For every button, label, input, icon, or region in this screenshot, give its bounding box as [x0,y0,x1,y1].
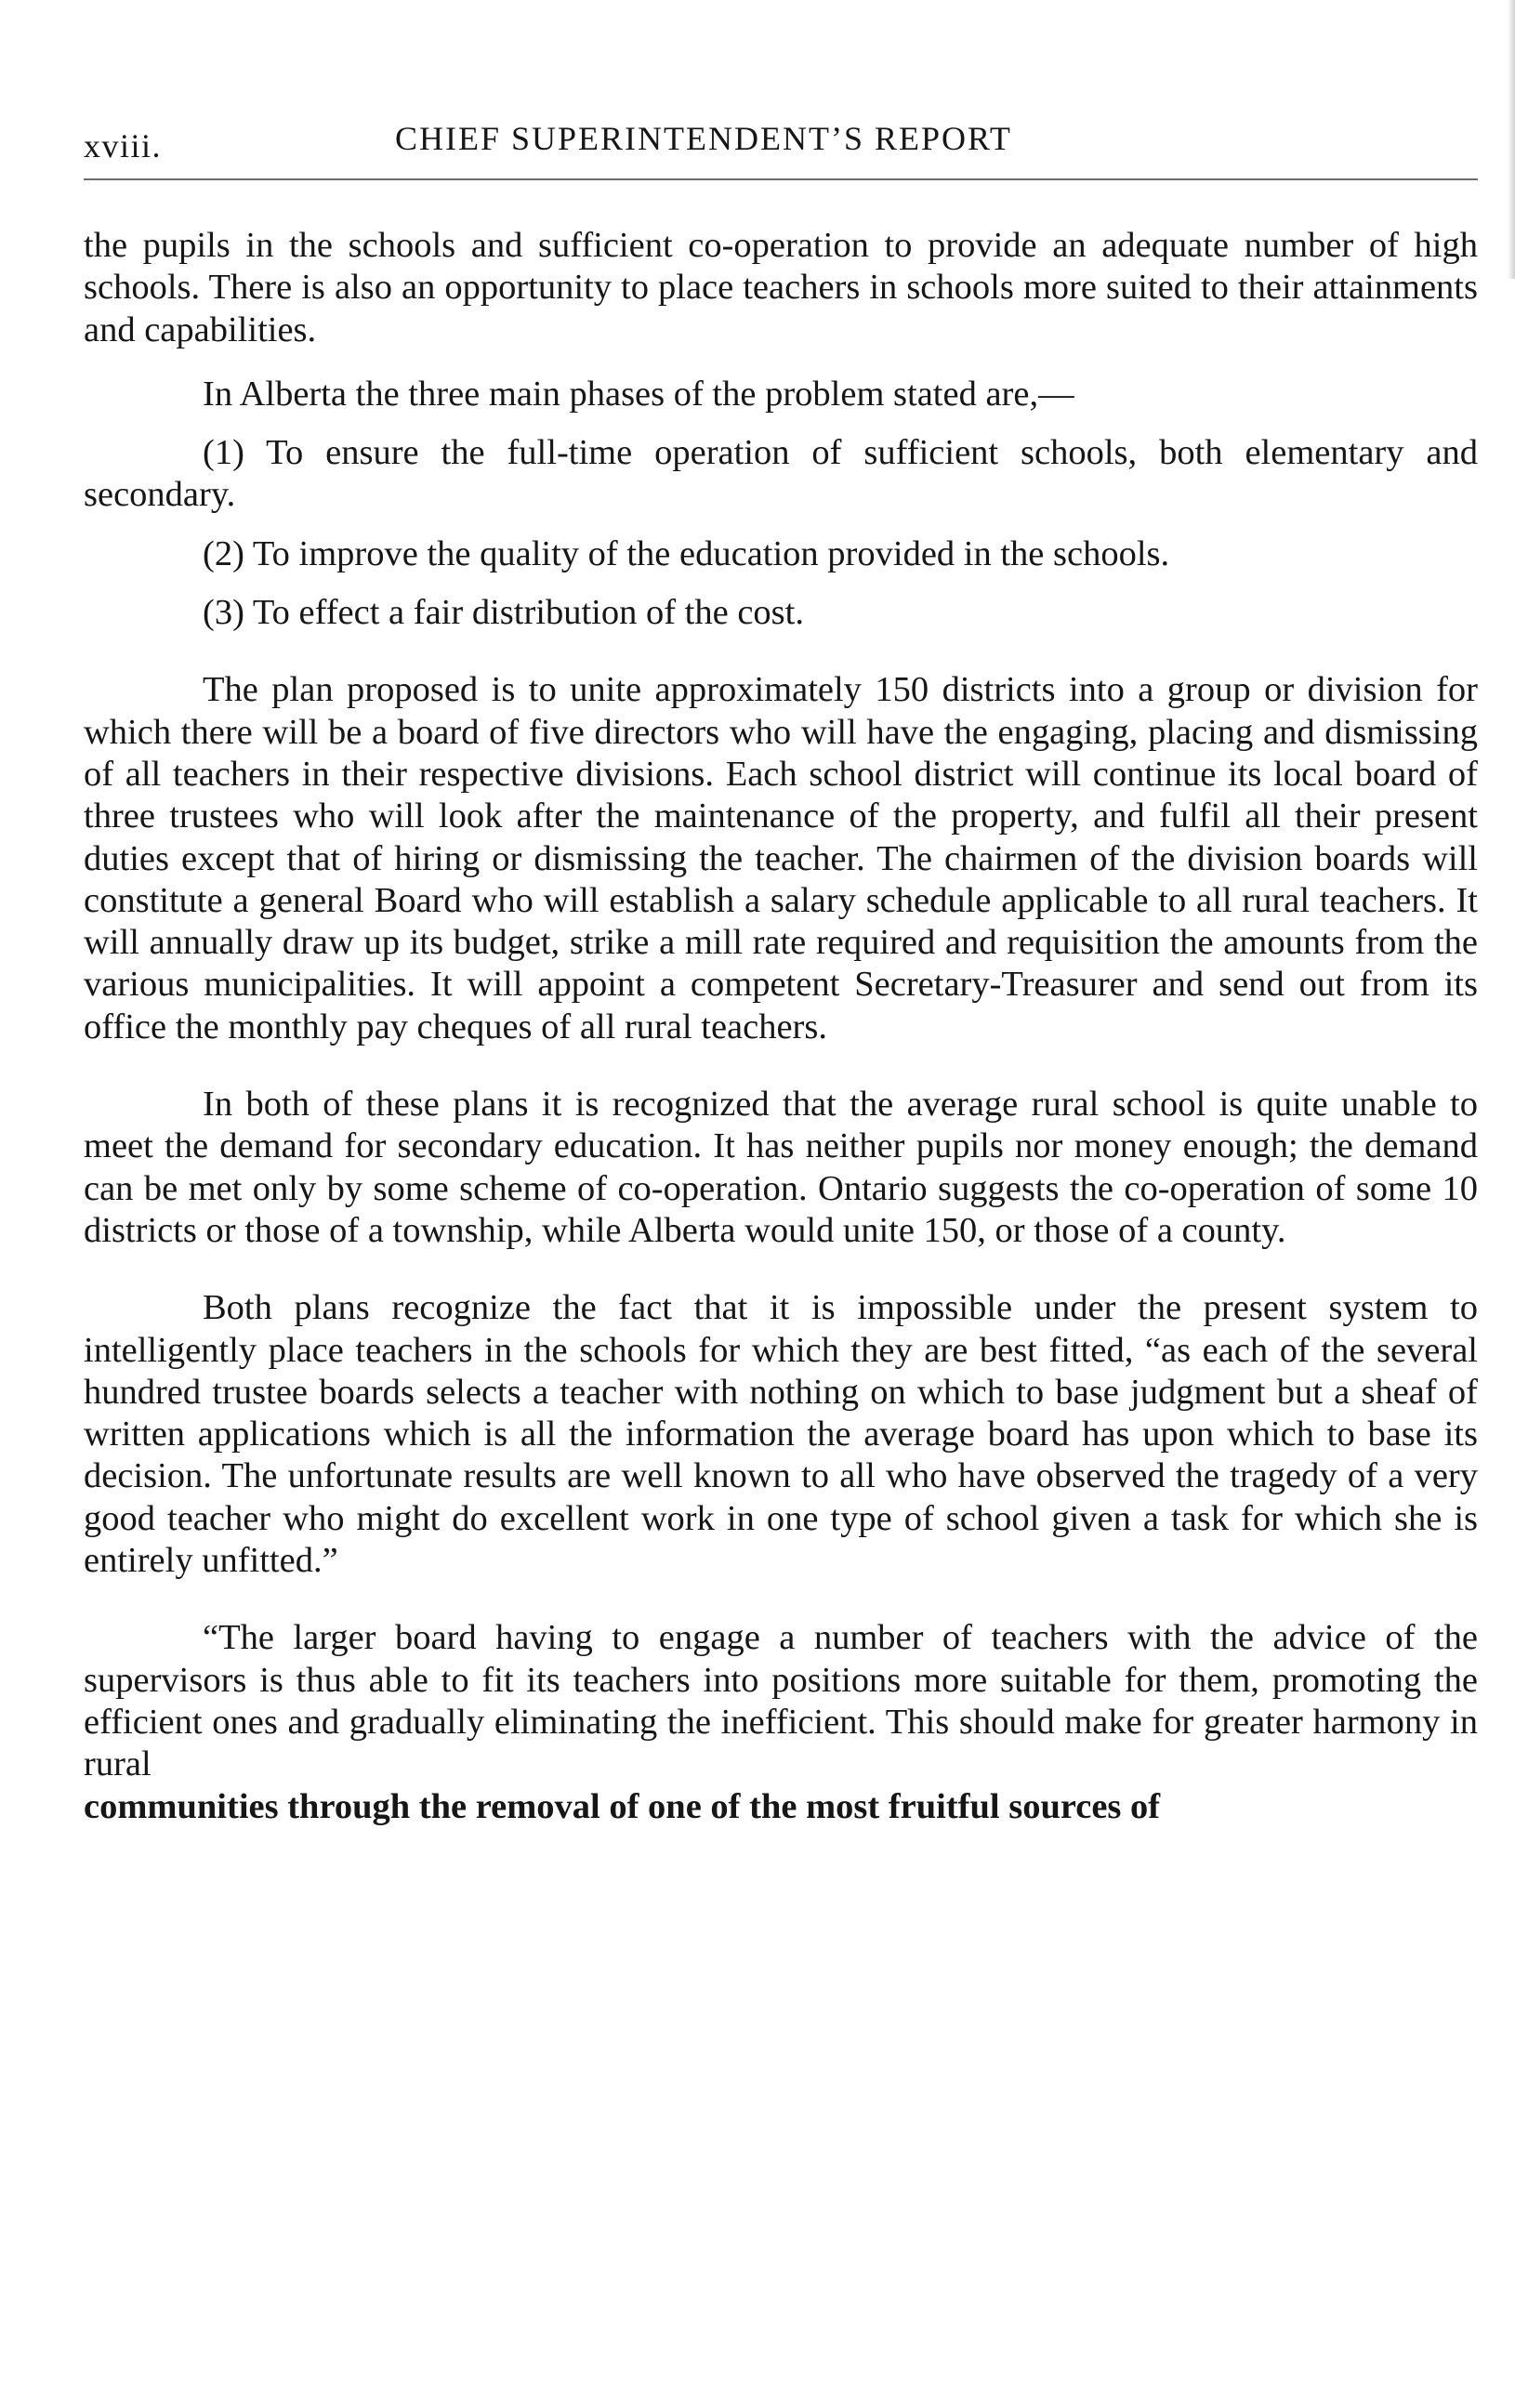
paragraph-phase-1: (1) To ensure the full-time operation of sufficient schools, both elementary and secondary. [84,433,1478,515]
paragraph-final-line: communities through the removal of one of the most fruitful sources of [84,1786,1161,1826]
header-rule [84,178,1478,180]
paragraph-both-plans-secondary: In both of these plans it is recognized that the average rural school is quite unable to meet the demand for secondary education. It has neither pupils nor money enough; the demand can be met only by some scheme of co-operation. Ontario suggests the co-operation of some 10 districts or those of a township, while Alberta would unite 150, or those of a county. [84,1085,1478,1250]
paragraph-continuation: the pupils in the schools and sufficient co-operation to provide an adequate number of high schools. There is also an opportunity to place teachers in schools more suited to their attainments and capabilities. [84,226,1478,349]
paragraph-phases-intro: In Alberta the three main phases of the problem stated are,— [203,374,1074,414]
document-page [84,112,1478,1826]
body-text [84,225,1478,1828]
running-header [84,112,1478,177]
page-edge-shadow [1508,0,1515,279]
paragraph-phase-2: (2) To improve the quality of the education provided in the schools. [203,533,1170,573]
paragraph-plan-proposed: The plan proposed is to unite approximately 150 districts into a group or division for which there will be a board of five directors who will have the engaging, placing and dismissing of all teachers in their respective divisions. Each school district will continue its local board of three trustees who will look after the maintenance of the property, and fulfil all their present duties except that of hiring or dismissing the teacher. The chairmen of the division boards will constitute a general Board who will establish a salary schedule applicable to all rural teachers. It will annually draw up its budget, strike a mill rate required and requisition the amounts from the various municipalities. It will appoint a competent Secretary-Treasurer and send out from its office the monthly pay cheques of all rural teachers. [84,670,1478,1046]
page-title: CHIEF SUPERINTENDENT’S REPORT [395,120,1012,157]
paragraph-phase-3: (3) To effect a fair distribution of the cost. [203,593,804,633]
paragraph-both-plans-placement: Both plans recognize the fact that it is impossible under the present system to intelligently place teachers in the schools for which they are best fitted, “as each of the several hundred trustee boards selects a teacher with nothing on which to base judgment but a sheaf of written applications which is all the information the average board has upon which to base its decision. The unfortunate results are well known to all who have observed the tragedy of a very good teacher who might do excellent work in one type of school given a task for which she is entirely unfitted.” [84,1288,1478,1581]
paragraph-larger-board: “The larger board having to engage a number of teachers with the advice of the supervisors is thus able to fit its teachers into positions more suitable for them, promoting the efficient ones and gradually eliminating the inefficient. This should make for greater harmony in rural [84,1618,1478,1784]
page-number: xviii. [84,127,163,164]
